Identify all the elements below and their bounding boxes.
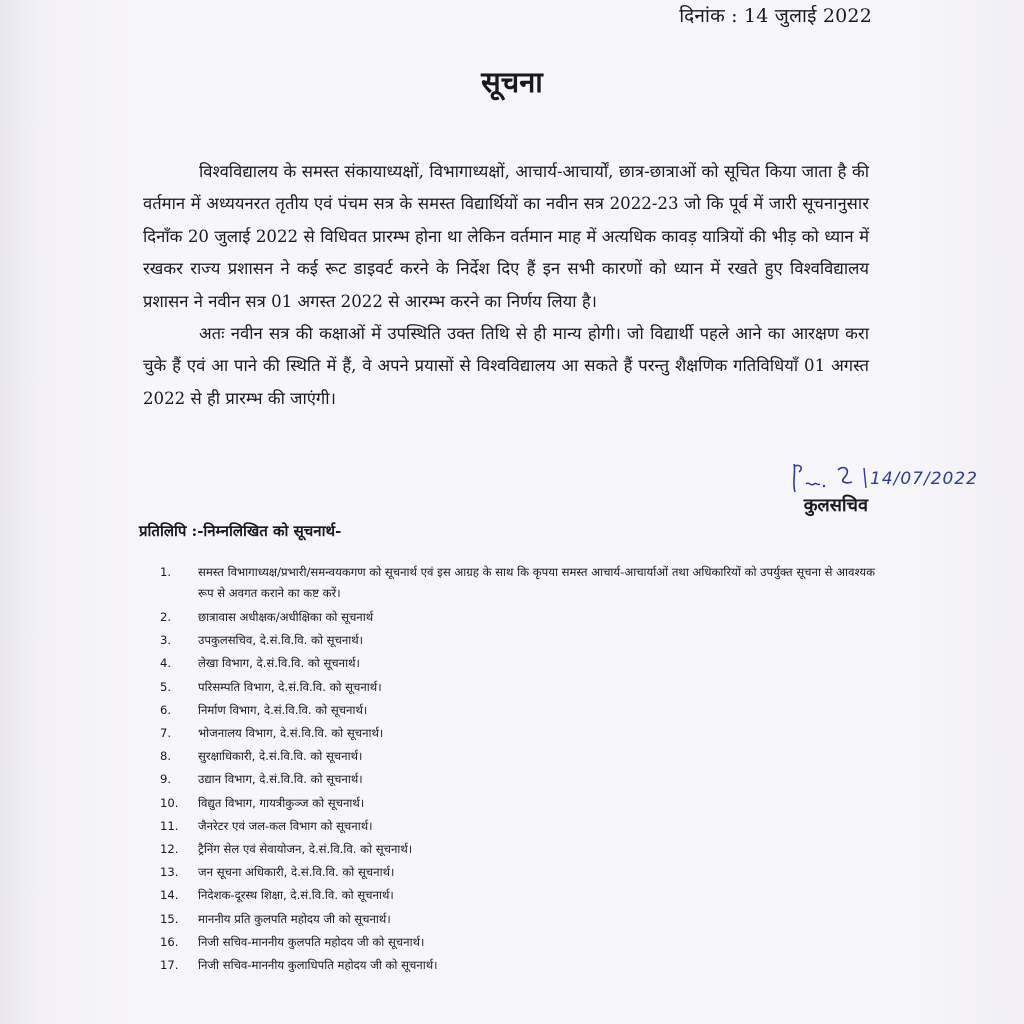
cc-heading: प्रतिलिपि :-निम्नलिखित को सूचनार्थ- bbox=[139, 522, 342, 540]
cc-list-item bbox=[160, 722, 880, 745]
cc-list-item bbox=[160, 908, 880, 931]
cc-list-item bbox=[160, 861, 880, 884]
cc-list-item bbox=[160, 676, 880, 699]
cc-list-item bbox=[160, 562, 880, 604]
cc-item-text: ट्रैनिंग सेल एवं सेवायोजन, दे.सं.वि.वि. को सूचनार्थ। bbox=[198, 842, 413, 857]
cc-item-text: निर्माण विभाग, दे.सं.वि.वि. को सूचनार्थ। bbox=[198, 702, 368, 717]
cc-item-text: जन सूचना अधिकारी, दे.सं.वि.वि. को सूचनार्थ। bbox=[198, 865, 395, 880]
cc-item-text: निजी सचिव-माननीय कुलाधिपति महोदय जी को सूचनार्थ। bbox=[198, 958, 438, 973]
cc-item-text: विद्युत विभाग, गायत्रीकुञ्ज को सूचनार्थ। bbox=[198, 795, 365, 810]
cc-item-number: 6. bbox=[160, 702, 172, 717]
cc-list bbox=[160, 562, 880, 977]
cc-item-number: 10. bbox=[160, 795, 179, 810]
notice-date: दिनांक : 14 जुलाई 2022 bbox=[679, 5, 872, 27]
cc-list-item bbox=[160, 954, 880, 977]
cc-item-text: जैनरेटर एवं जल-कल विभाग को सूचनार्थ। bbox=[198, 818, 373, 833]
cc-item-text: सुरक्षाधिकारी, दे.सं.वि.वि. को सूचनार्थ। bbox=[198, 749, 363, 764]
cc-item-number: 11. bbox=[160, 818, 179, 833]
cc-item-text: समस्त विभागाध्यक्ष/प्रभारी/समन्वयकगण को सूचनार्थ एवं इस आग्रह के साथ कि कृपया समस्त आचार्य-आचार्याओं तथा अधिकारियों को उपर्युक्त सूचना से आवश्यक रूप से अवगत कराने का कष्ट करें। bbox=[198, 565, 876, 600]
cc-item-number: 17. bbox=[160, 958, 179, 973]
notice-body bbox=[143, 156, 869, 415]
cc-item-number: 5. bbox=[160, 679, 172, 694]
cc-list-item bbox=[160, 815, 880, 838]
cc-item-number: 15. bbox=[160, 911, 179, 926]
cc-item-text: परिसम्पति विभाग, दे.सं.वि.वि. को सूचनार्थ। bbox=[198, 679, 382, 694]
cc-list-item bbox=[160, 931, 880, 954]
cc-item-text: माननीय प्रति कुलपति महोदय जी को सूचनार्थ। bbox=[198, 911, 391, 926]
cc-list-item bbox=[160, 699, 880, 722]
body-paragraph-2: अतः नवीन सत्र की कक्षाओं में उपस्थिति उक्त तिथि से ही मान्य होगी। जो विद्यार्थी पहले आने का आरक्षण करा चुके हैं एवं आ पाने की स्थिति में हैं, वे अपने प्रयासों से विश्वविद्यालय आ सकते हैं परन्तु शैक्षणिक गतिविधियाँ 01 अगस्त 2022 से ही प्रारम्भ की जाएंगी। bbox=[143, 324, 869, 408]
cc-item-number: 3. bbox=[160, 633, 172, 648]
cc-list-item bbox=[160, 838, 880, 861]
registrar-designation: कुलसचिव bbox=[803, 495, 868, 516]
cc-item-number: 7. bbox=[160, 726, 172, 741]
body-paragraph-1: विश्वविद्यालय के समस्त संकायाध्यक्षों, विभागाध्यक्षों, आचार्य-आचार्यों, छात्र-छात्राओं को सूचित किया जाता है की वर्तमान में अध्ययनरत तृतीय एवं पंचम सत्र के समस्त विद्यार्थियों का नवीन सत्र 2022-23 जो कि पूर्व में जारी सूचनानुसार दिनाँक 20 जुलाई 2022 से विधिवत प्रारम्भ होना था लेकिन वर्तमान माह में अत्यधिक कावड़ यात्रियों की भीड़ को ध्यान में रखकर राज्य प्रशासन ने कई रूट डाइवर्ट करने के निर्देश दिए हैं इन सभी कारणों को ध्यान में रखते हुए विश्वविद्यालय प्रशासन ने नवीन सत्र 01 अगस्त 2022 से आरम्भ करने का निर्णय लिया है। bbox=[143, 162, 869, 311]
cc-list-item bbox=[160, 792, 880, 815]
cc-list-item bbox=[160, 745, 880, 768]
cc-item-number: 9. bbox=[160, 772, 172, 787]
cc-item-number: 14. bbox=[160, 888, 179, 903]
cc-item-text: निदेशक-दूरस्थ शिक्षा, दे.सं.वि.वि. को सूचनार्थ। bbox=[198, 888, 394, 903]
cc-item-text: लेखा विभाग, दे.सं.वि.वि. को सूचनार्थ। bbox=[198, 656, 360, 671]
signature-date: 14/07/2022 bbox=[870, 469, 978, 489]
cc-item-text: उपकुलसचिव, दे.सं.वि.वि. को सूचनार्थ। bbox=[198, 633, 364, 648]
cc-item-number: 2. bbox=[160, 610, 172, 624]
cc-list-item bbox=[160, 652, 880, 675]
cc-item-number: 1. bbox=[160, 565, 172, 579]
cc-item-text: छात्रावास अधीक्षक/अधीक्षिका को सूचनार्थ bbox=[198, 610, 374, 624]
cc-item-number: 4. bbox=[160, 656, 172, 671]
cc-item-number: 12. bbox=[160, 842, 179, 857]
cc-item-text: उद्यान विभाग, दे.सं.वि.वि. को सूचनार्थ। bbox=[198, 772, 363, 787]
cc-item-number: 13. bbox=[160, 865, 179, 880]
cc-item-number: 8. bbox=[160, 749, 172, 764]
cc-list-item bbox=[160, 629, 880, 652]
cc-list-item bbox=[160, 884, 880, 907]
cc-item-text: भोजनालय विभाग, दे.सं.वि.वि. को सूचनार्थ। bbox=[198, 726, 384, 741]
cc-item-number: 16. bbox=[160, 934, 179, 949]
cc-list-item bbox=[160, 606, 880, 629]
cc-list-item bbox=[160, 768, 880, 791]
notice-title: सूचना bbox=[481, 65, 543, 99]
cc-item-text: निजी सचिव-माननीय कुलपति महोदय जी को सूचनार्थ। bbox=[198, 934, 425, 949]
